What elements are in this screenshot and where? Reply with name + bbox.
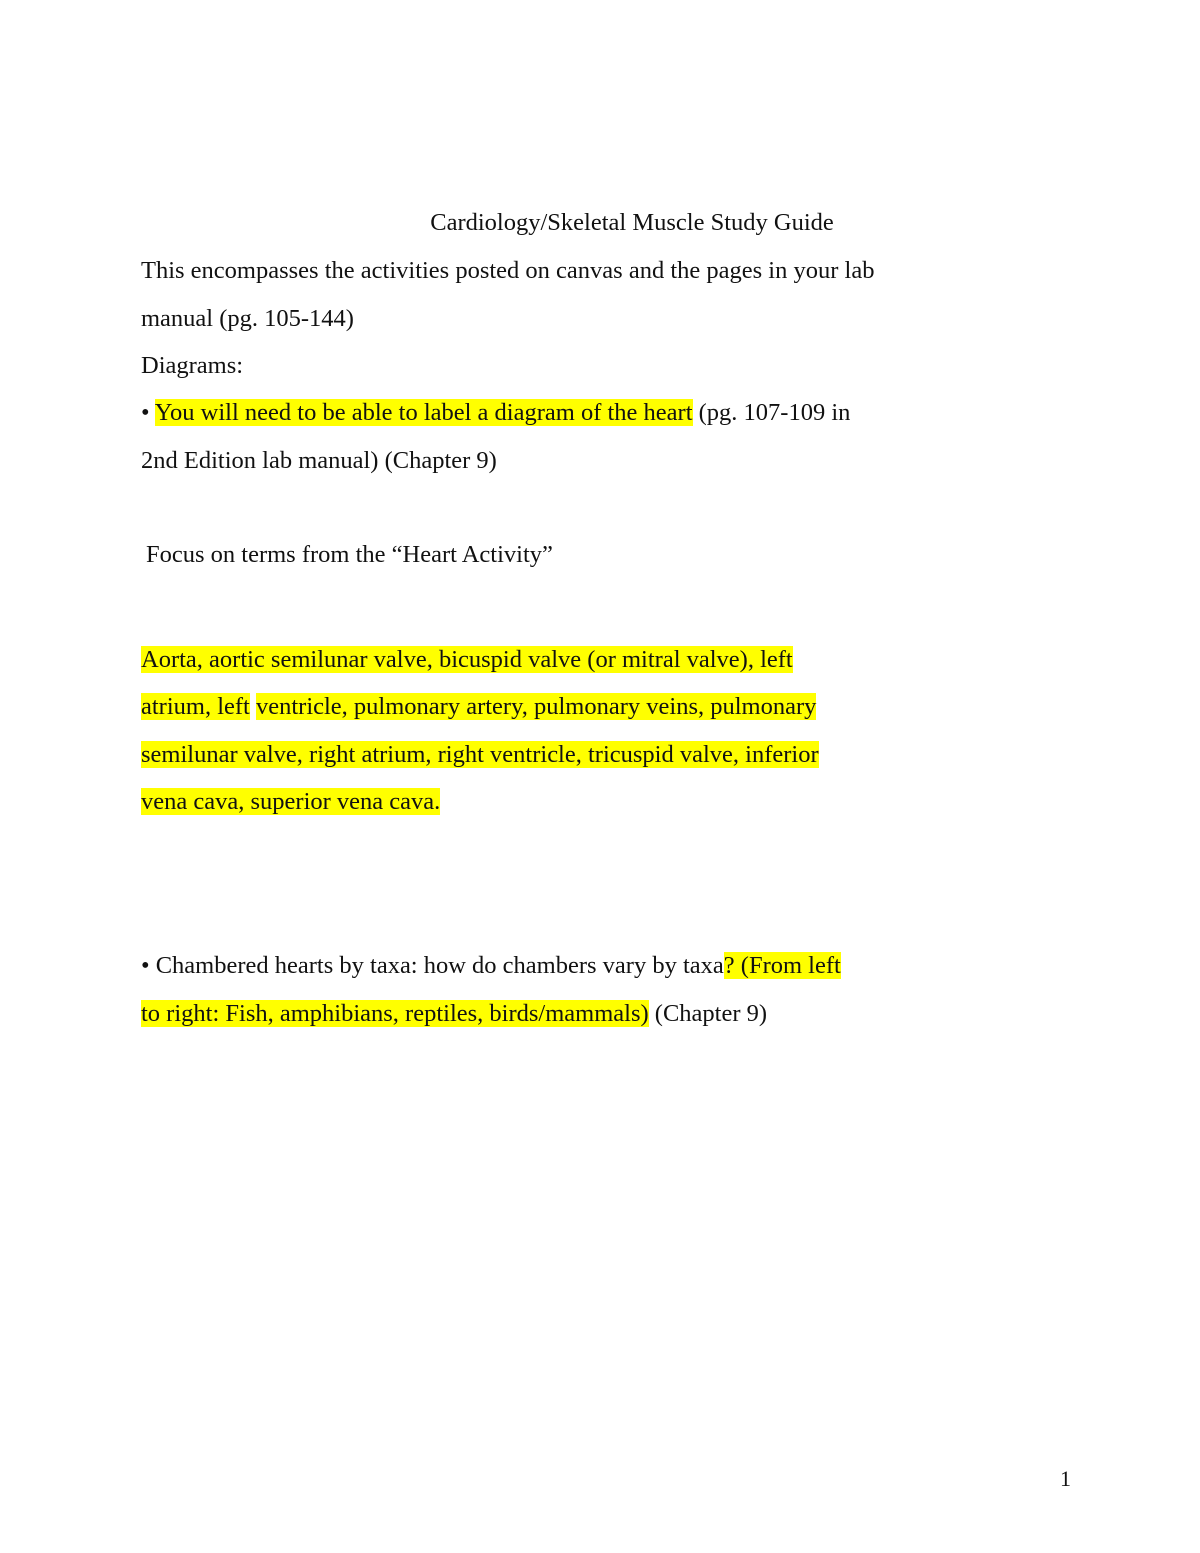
highlighted-text: to right: Fish, amphibians, reptiles, birds/mammals) [141,1000,649,1027]
terms-line-3 [141,740,819,770]
intro-line-2: manual (pg. 105-144) [141,305,354,332]
bullet-item-heart-diagram-continued: 2nd Edition lab manual) (Chapter 9) [141,447,497,474]
document-title: Cardiology/Skeletal Muscle Study Guide [430,209,834,236]
bullet-marker: • [141,399,150,426]
highlighted-text: semilunar valve, right atrium, right ventricle, tricuspid valve, inferior [141,741,819,768]
terms-line-1 [141,645,793,675]
focus-line: Focus on terms from the “Heart Activity” [146,541,553,568]
bullet-item-heart-diagram [141,398,850,428]
highlighted-text: Aorta, aortic semilunar valve, bicuspid valve (or mitral valve), left [141,646,793,673]
terms-line-2 [141,692,816,722]
highlighted-text: You will need to be able to label a diagram of the heart [154,399,693,426]
bullet-item-chambered-hearts-continued [141,999,767,1029]
intro-line-1: This encompasses the activities posted on canvas and the pages in your lab [141,257,875,284]
highlighted-text: ? (From left [723,952,841,979]
bullet-item-chambered-hearts [141,951,841,981]
bullet-text: Chambered hearts by taxa: how do chambers vary by taxa [149,952,724,979]
bullet-marker: • [141,952,150,979]
highlighted-text: vena cava, superior vena cava. [141,788,441,815]
terms-line-4 [141,787,440,817]
page-number: 1 [1060,1466,1071,1491]
bullet-text: (Chapter 9) [648,1000,768,1027]
highlighted-text: ventricle, pulmonary artery, pulmonary veins, pulmonary [255,693,817,720]
bullet-text: (pg. 107-109 in [692,399,851,426]
highlighted-text: atrium, left [141,693,250,720]
diagrams-heading: Diagrams: [141,352,244,379]
